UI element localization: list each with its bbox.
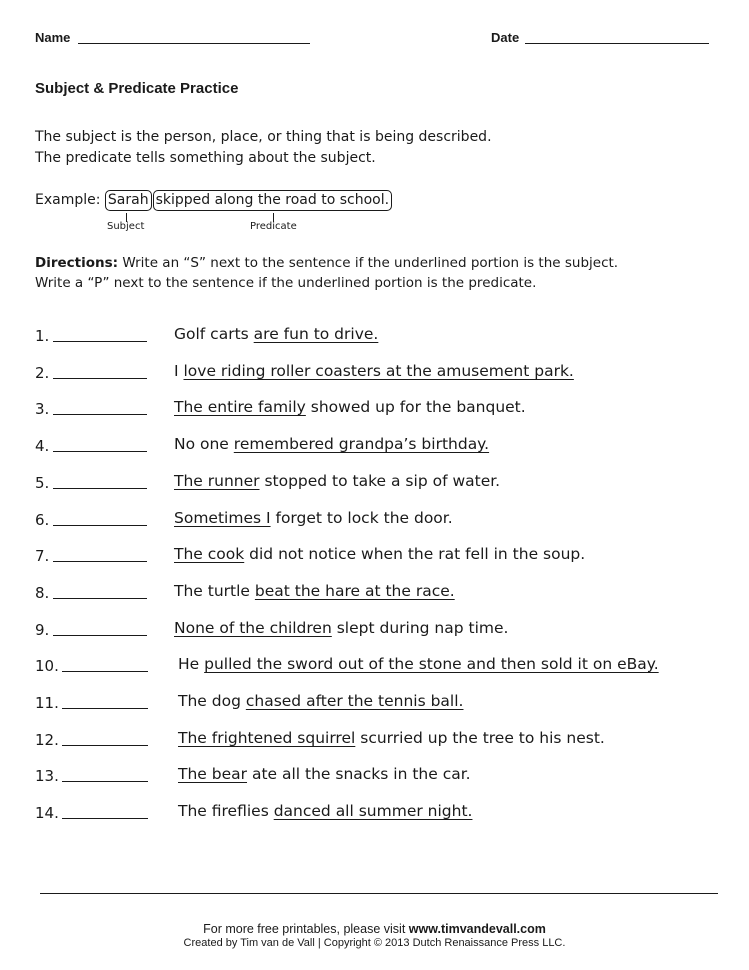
directions-line-2: Write a “P” next to the sentence if the underlined portion is the predicate.	[35, 275, 537, 291]
question-number: 1.	[35, 327, 50, 345]
sentence-plain-end: scurried up the tree to his nest.	[355, 729, 605, 747]
question-sentence	[178, 765, 471, 783]
footer-line-1	[0, 922, 749, 936]
sentence-underlined-portion: love riding roller coasters at the amusement park.	[183, 362, 574, 380]
sentence-underlined-portion: The runner	[174, 472, 260, 490]
question-number: 9.	[35, 621, 50, 639]
question-sentence	[174, 472, 500, 490]
sentence-underlined-portion: are fun to drive.	[253, 325, 379, 343]
directions-line-1	[35, 255, 618, 271]
sentence-plain-end: showed up for the banquet.	[305, 398, 526, 416]
question-sentence	[174, 398, 526, 416]
question-number: 11.	[35, 694, 59, 712]
answer-blank[interactable]	[53, 378, 147, 379]
question-sentence	[174, 325, 378, 343]
sentence-plain-start: No one	[174, 435, 234, 453]
question-sentence	[174, 435, 489, 453]
answer-blank[interactable]	[62, 745, 148, 746]
answer-blank[interactable]	[53, 414, 147, 415]
example-predicate-box: skipped along the road to school.	[153, 190, 392, 211]
example-sentence	[35, 190, 392, 211]
question-sentence	[178, 729, 605, 747]
answer-blank[interactable]	[62, 818, 148, 819]
page-title: Subject & Predicate Practice	[35, 80, 239, 97]
name-label: Name	[35, 30, 71, 45]
sentence-plain-start: Golf carts	[174, 325, 254, 343]
answer-blank[interactable]	[53, 635, 147, 636]
answer-blank[interactable]	[53, 341, 147, 342]
question-sentence	[174, 509, 453, 527]
question-sentence	[178, 802, 472, 820]
question-number: 3.	[35, 400, 50, 418]
sentence-underlined-portion: The frightened squirrel	[178, 729, 356, 747]
question-number: 5.	[35, 474, 50, 492]
name-line[interactable]	[78, 43, 310, 44]
footer-text: For more free printables, please visit	[203, 922, 409, 936]
directions-label: Directions:	[35, 255, 119, 271]
question-sentence	[174, 545, 585, 563]
answer-blank[interactable]	[53, 598, 147, 599]
sentence-underlined-portion: None of the children	[174, 619, 332, 637]
question-sentence	[178, 655, 659, 673]
question-number: 8.	[35, 584, 50, 602]
question-sentence	[174, 582, 455, 600]
question-sentence	[174, 619, 508, 637]
question-number: 2.	[35, 364, 50, 382]
sentence-underlined-portion: beat the hare at the race.	[254, 582, 455, 600]
sentence-underlined-portion: The cook	[174, 545, 245, 563]
sentence-plain-end: slept during nap time.	[331, 619, 509, 637]
question-number: 7.	[35, 547, 50, 565]
sentence-underlined-portion: danced all summer night.	[273, 802, 473, 820]
example-label: Example:	[35, 192, 101, 208]
sentence-plain-end: forget to lock the door.	[270, 509, 453, 527]
subject-caption: Subject	[107, 221, 145, 232]
sentence-underlined-portion: The entire family	[174, 398, 306, 416]
sentence-underlined-portion: Sometimes I	[174, 509, 271, 527]
sentence-underlined-portion: chased after the tennis ball.	[245, 692, 464, 710]
question-number: 6.	[35, 511, 50, 529]
question-number: 12.	[35, 731, 59, 749]
sentence-plain-start: I	[174, 362, 184, 380]
question-number: 10.	[35, 657, 59, 675]
example-subject-box: Sarah	[105, 190, 152, 211]
sentence-plain-start: The fireflies	[178, 802, 274, 820]
answer-blank[interactable]	[53, 561, 147, 562]
predicate-caption: Predicate	[250, 221, 297, 232]
sentence-plain-end: did not notice when the rat fell in the soup.	[244, 545, 586, 563]
footer-link[interactable]: www.timvandevall.com	[408, 922, 546, 936]
intro-line-2: The predicate tells something about the subject.	[35, 150, 376, 166]
sentence-underlined-portion: pulled the sword out of the stone and then sold it on eBay.	[204, 655, 659, 673]
sentence-plain-end: ate all the snacks in the car.	[247, 765, 471, 783]
date-line[interactable]	[525, 43, 709, 44]
question-number: 13.	[35, 767, 59, 785]
sentence-plain-start: He	[178, 655, 205, 673]
sentence-underlined-portion: remembered grandpa’s birthday.	[233, 435, 490, 453]
question-sentence	[178, 692, 463, 710]
sentence-plain-start: The dog	[178, 692, 246, 710]
intro-line-1: The subject is the person, place, or thing that is being described.	[35, 129, 492, 145]
answer-blank[interactable]	[53, 488, 147, 489]
footer-divider	[40, 893, 718, 894]
answer-blank[interactable]	[62, 781, 148, 782]
answer-blank[interactable]	[62, 708, 148, 709]
answer-blank[interactable]	[53, 451, 147, 452]
sentence-plain-start: The turtle	[174, 582, 255, 600]
footer-copyright: Created by Tim van de Vall | Copyright © 2013 Dutch Renaissance Press LLC.	[183, 937, 566, 949]
date-label: Date	[491, 30, 520, 45]
directions-text-1: Write an “S” next to the sentence if the underlined portion is the subject.	[122, 255, 619, 271]
sentence-underlined-portion: The bear	[178, 765, 248, 783]
sentence-plain-end: stopped to take a sip of water.	[259, 472, 501, 490]
answer-blank[interactable]	[53, 525, 147, 526]
question-number: 14.	[35, 804, 59, 822]
question-sentence	[174, 362, 574, 380]
answer-blank[interactable]	[62, 671, 148, 672]
question-number: 4.	[35, 437, 50, 455]
